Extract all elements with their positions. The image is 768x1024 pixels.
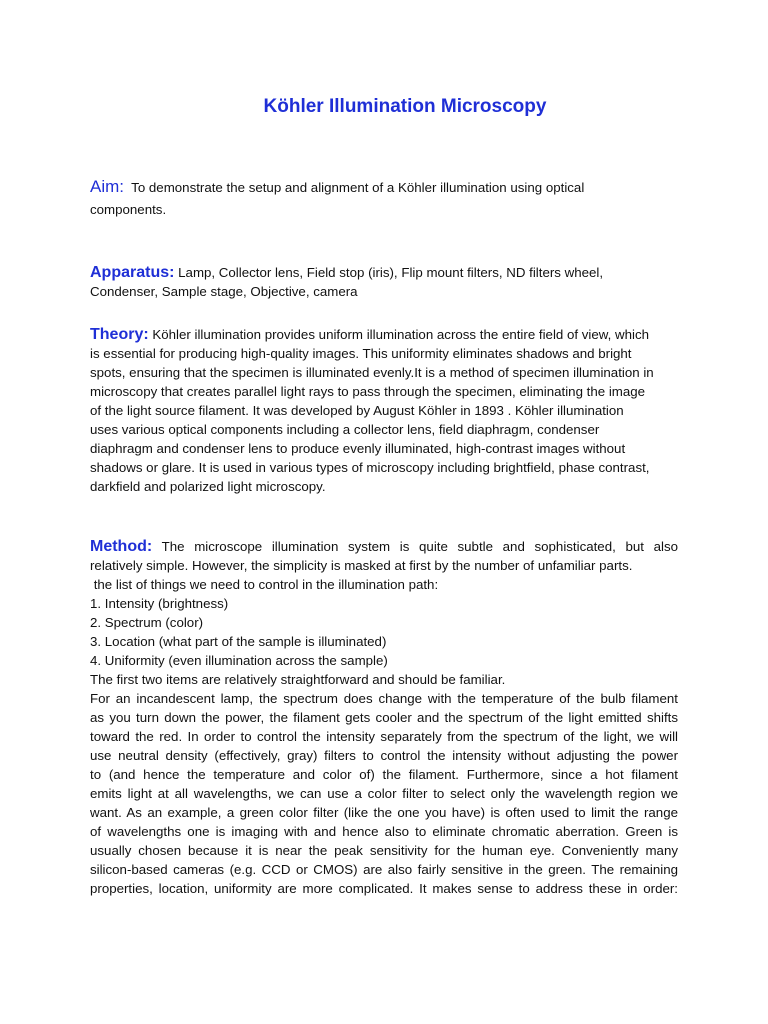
method-list-item: 1. Intensity (brightness) <box>90 596 229 611</box>
method-line: The first two items are relatively straightforward and should be familiar. <box>90 672 506 687</box>
aim-text: To demonstrate the setup and alignment of a Köhler illumination using optical <box>131 180 585 195</box>
method-body-line: want. As an example, a green color filter (like the one you have) is often used to limit the range <box>90 805 678 820</box>
theory-line: spots, ensuring that the specimen is illuminated evenly.It is a method of specimen illumination in <box>90 365 654 380</box>
apparatus-heading: Apparatus: <box>90 264 175 281</box>
apparatus-line-1 <box>90 263 678 282</box>
method-line: relatively simple. However, the simplicity is masked at first by the number of unfamiliar parts. <box>90 558 633 573</box>
apparatus-line-2: Condenser, Sample stage, Objective, camera <box>90 284 358 299</box>
aim-line-1: Aim: To demonstrate the setup and alignment of a Köhler illumination using optical <box>90 177 585 196</box>
aim-heading: Aim <box>90 177 120 196</box>
method-body-line: usually chosen because it is near the peak sensitivity for the human eye. Conveniently many <box>90 843 678 858</box>
method-body-line: toward the red. In order to control the intensity separately from the spectrum of the light, we will <box>90 729 678 744</box>
apparatus-section <box>90 263 678 301</box>
method-body-line: silicon-based cameras (e.g. CCD or CMOS) are also fairly sensitive in the green. The remaining <box>90 862 678 877</box>
method-body-line: emits light at all wavelengths, we can use a color filter to select only the wavelength region we <box>90 786 678 801</box>
method-body-line: as you turn down the power, the filament gets cooler and the spectrum of the light emitted shifts <box>90 710 678 725</box>
theory-line: shadows or glare. It is used in various types of microscopy including brightfield, phase contrast, <box>90 460 650 475</box>
method-intro: The microscope illumination system is quite subtle and sophisticated, but also <box>161 539 678 554</box>
theory-section <box>90 325 678 496</box>
apparatus-text: Lamp, Collector lens, Field stop (iris), Flip mount filters, ND filters wheel, <box>178 265 604 280</box>
method-heading: Method: <box>90 538 153 555</box>
method-line <box>90 537 678 556</box>
method-line: the list of things we need to control in the illumination path: <box>90 577 439 592</box>
theory-text: Köhler illumination provides uniform illumination across the entire field of view, which <box>152 327 650 342</box>
method-list-item: 4. Uniformity (even illumination across the sample) <box>90 653 388 668</box>
method-body-line: use neutral density (effectively, gray) filters to control the intensity without adjusting the power <box>90 748 678 763</box>
method-body-line: to (and hence the temperature and color of) the filament. Furthermore, since a hot filament <box>90 767 678 782</box>
theory-line <box>90 325 678 344</box>
aim-line-2: components. <box>90 202 167 217</box>
theory-line: darkfield and polarized light microscopy. <box>90 479 326 494</box>
method-list-item: 3. Location (what part of the sample is illuminated) <box>90 634 387 649</box>
aim-section <box>90 177 678 219</box>
page-title: Köhler Illumination Microscopy <box>263 96 547 117</box>
theory-line: diaphragm and condenser lens to produce evenly illuminated, high-contrast images without <box>90 441 626 456</box>
method-body-line: For an incandescent lamp, the spectrum does change with the temperature of the bulb filament <box>90 691 678 706</box>
method-list-item: 2. Spectrum (color) <box>90 615 204 630</box>
theory-line: microscopy that creates parallel light rays to pass through the specimen, eliminating the image <box>90 384 646 399</box>
method-body-line: properties, location, uniformity are more complicated. It makes sense to address these in order: <box>90 881 678 896</box>
method-section <box>90 537 678 898</box>
theory-line: uses various optical components including a collector lens, field diaphragm, condenser <box>90 422 600 437</box>
method-body-line: of wavelengths one is imaging with and hence also to eliminate chromatic aberration. Green is <box>90 824 678 839</box>
theory-line: is essential for producing high-quality images. This uniformity eliminates shadows and bright <box>90 346 632 361</box>
theory-line: of the light source filament. It was developed by August Köhler in 1893 . Köhler illumination <box>90 403 624 418</box>
theory-heading: Theory: <box>90 326 149 343</box>
